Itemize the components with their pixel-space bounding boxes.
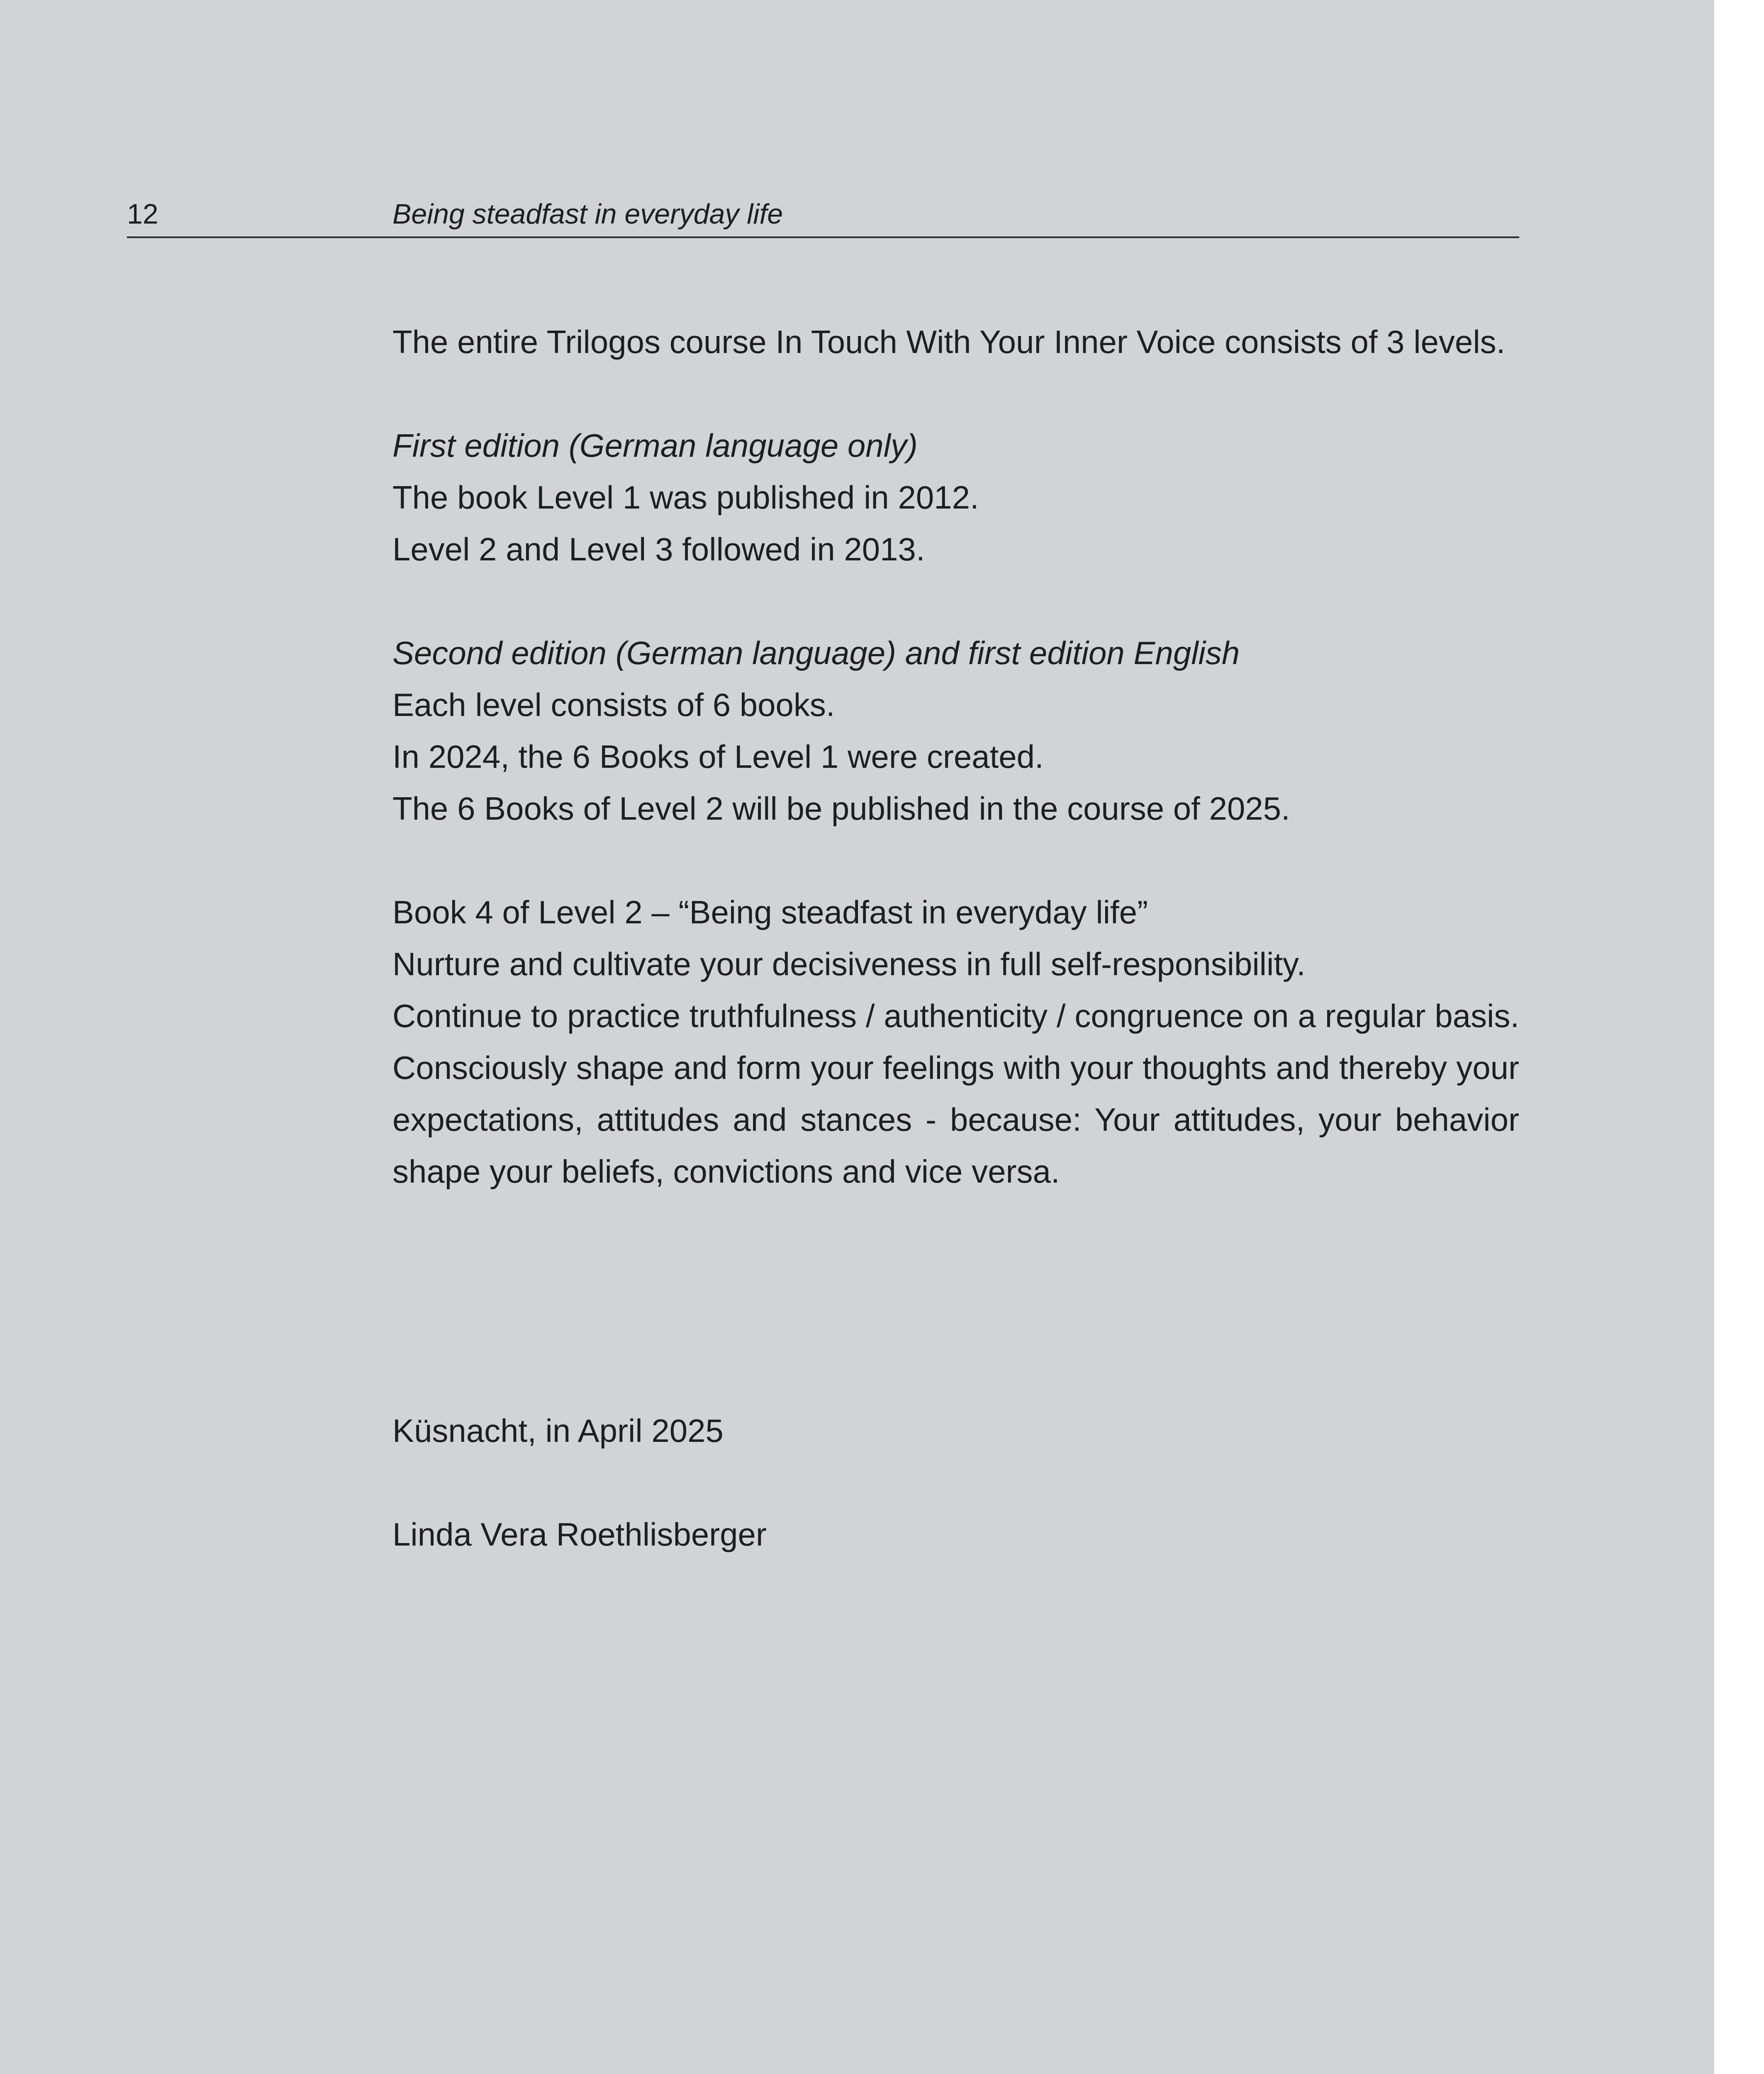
intro-paragraph: The entire Trilogos course In Touch With Your Inner Voice consists of 3 levels.	[392, 324, 1506, 360]
second-edition-line: In 2024, the 6 Books of Level 1 were created.	[392, 738, 1044, 775]
paragraph-spacer	[392, 368, 1519, 420]
author-name: Linda Vera Roethlisberger	[392, 1516, 767, 1553]
running-header	[127, 196, 1519, 238]
section-spacer	[392, 1198, 1519, 1405]
second-edition-line: The 6 Books of Level 2 will be published in the course of 2025.	[392, 790, 1290, 827]
book-description-paragraph: Continue to practice truthfulness / authenticity / congruence on a regular basis. Consciously shape and form your feelings with your thoughts and thereby your expectations, attitudes and stances - because: Your attitudes, your behavior shape your beliefs, convictions and vice versa.	[392, 998, 1519, 1190]
first-edition-line: The book Level 1 was published in 2012.	[392, 479, 979, 516]
paragraph-spacer	[392, 575, 1519, 627]
second-edition-line: Each level consists of 6 books.	[392, 686, 835, 723]
body-text	[392, 316, 1519, 1560]
first-edition-line: Level 2 and Level 3 followed in 2013.	[392, 531, 925, 567]
running-title: Being steadfast in everyday life	[392, 198, 783, 230]
place-date: Küsnacht, in April 2025	[392, 1412, 724, 1449]
first-edition-heading: First edition (German language only)	[392, 427, 918, 464]
paragraph-spacer	[392, 1457, 1519, 1509]
second-edition-heading: Second edition (German language) and first edition English	[392, 635, 1240, 671]
book-title-line: Book 4 of Level 2 – “Being steadfast in everyday life”	[392, 894, 1148, 930]
paragraph-spacer	[392, 835, 1519, 886]
page-number: 12	[127, 198, 158, 230]
book-subtitle-line: Nurture and cultivate your decisiveness in full self-responsibility.	[392, 946, 1306, 982]
